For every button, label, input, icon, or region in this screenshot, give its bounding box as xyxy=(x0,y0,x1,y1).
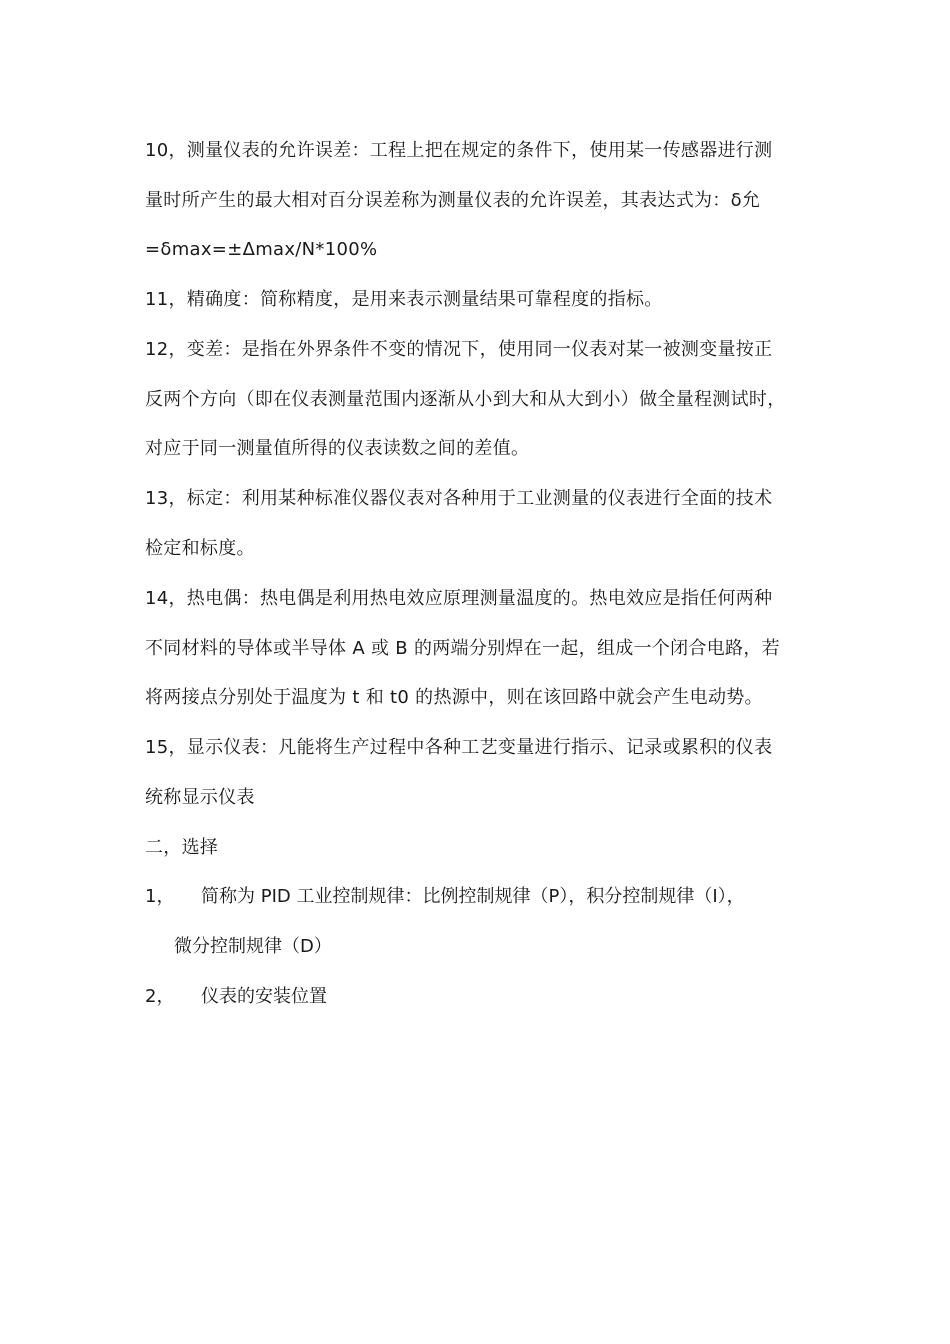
paragraph-line: 反两个方向（即在仪表测量范围内逐渐从小到大和从大到小）做全量程测试时， xyxy=(145,389,786,410)
paragraph-line: 12，变差：是指在外界条件不变的情况下，使用同一仪表对某一被测变量按正 xyxy=(145,339,773,360)
choice-text: 简称为 PID 工业控制规律：比例控制规律（P），积分控制规律（I）， xyxy=(201,886,745,907)
paragraph-line: 量时所产生的最大相对百分误差称为测量仪表的允许误差，其表达式为：δ允 xyxy=(145,190,761,211)
choice-number: 1， xyxy=(145,886,175,907)
choice-item xyxy=(145,985,327,1009)
choice-item xyxy=(145,885,745,909)
section-heading: 二，选择 xyxy=(145,837,219,858)
paragraph-line: 检定和标度。 xyxy=(145,538,255,559)
paragraph-line: 不同材料的导体或半导体 A 或 B 的两端分别焊在一起，组成一个闭合电路，若 xyxy=(145,638,780,659)
paragraph-line: =δmax=±Δmax/N*100% xyxy=(145,239,378,260)
paragraph-line: 13，标定：利用某种标准仪器仪表对各种用于工业测量的仪表进行全面的技术 xyxy=(145,488,773,509)
paragraph-line: 统称显示仪表 xyxy=(145,787,255,808)
choice-continuation: 微分控制规律（D） xyxy=(174,936,332,957)
paragraph-line: 14，热电偶：热电偶是利用热电效应原理测量温度的。热电效应是指任何两种 xyxy=(145,588,773,609)
paragraph-line: 对应于同一测量值所得的仪表读数之间的差值。 xyxy=(145,438,530,459)
paragraph-line: 11，精确度：简称精度，是用来表示测量结果可靠程度的指标。 xyxy=(145,289,663,310)
paragraph-line: 将两接点分别处于温度为 t 和 t0 的热源中，则在该回路中就会产生电动势。 xyxy=(145,687,763,708)
choice-number: 2， xyxy=(145,986,175,1007)
paragraph-line: 10，测量仪表的允许误差：工程上把在规定的条件下，使用某一传感器进行测 xyxy=(145,140,773,161)
choice-text: 仪表的安装位置 xyxy=(201,986,327,1007)
paragraph-line: 15，显示仪表：凡能将生产过程中各种工艺变量进行指示、记录或累积的仪表 xyxy=(145,737,773,758)
